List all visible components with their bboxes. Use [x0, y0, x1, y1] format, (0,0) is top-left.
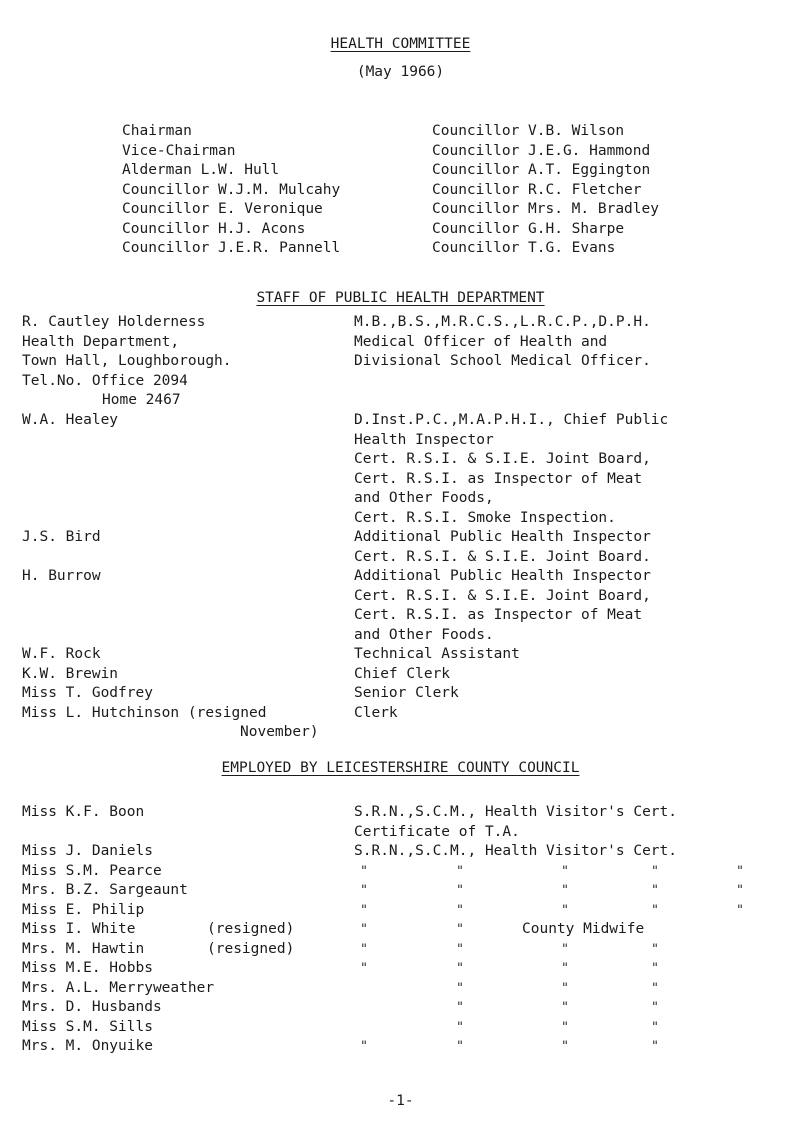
committee-member: Councillor G.H. Sharpe: [432, 220, 625, 237]
staff-address: Town Hall, Loughborough.: [22, 353, 232, 369]
county-name: Miss J. Daniels: [22, 843, 153, 859]
committee-member: Councillor T.G. Evans: [432, 240, 616, 256]
staff-detail: Cert. R.S.I. as Inspector of Meat: [354, 470, 643, 487]
page-number: -1-: [387, 1093, 414, 1109]
staff-detail: Technical Assistant: [354, 646, 520, 662]
county-name: Mrs. A.L. Merryweather: [22, 979, 215, 996]
committee-member: Chairman: [122, 123, 192, 139]
ditto-mark: ": [457, 980, 463, 996]
ditto-mark: ": [562, 1000, 568, 1015]
staff-detail: Chief Clerk: [354, 665, 451, 682]
staff-address: Health Department,: [22, 333, 180, 350]
staff-detail: Medical Officer of Health and: [354, 333, 608, 350]
county-qualification: S.R.N.,S.C.M., Health Visitor's Cert.: [354, 843, 678, 859]
staff-detail: and Other Foods.: [354, 626, 494, 643]
staff-detail: D.Inst.P.C.,M.A.P.H.I., Chief Public: [354, 412, 669, 428]
page-title: HEALTH COMMITTEE: [330, 36, 471, 52]
staff-detail: and Other Foods,: [354, 490, 494, 506]
ditto-mark: ": [457, 1039, 463, 1054]
ditto-mark: ": [652, 1039, 658, 1054]
staff-phone: Home 2467: [102, 392, 181, 408]
staff-detail: Cert. R.S.I. & S.I.E. Joint Board,: [354, 451, 651, 467]
ditto-mark: ": [737, 883, 743, 898]
county-name: Miss M.E. Hobbs: [22, 960, 153, 976]
ditto-mark: ": [562, 961, 568, 976]
committee-member: Councillor E. Veronique: [122, 201, 323, 217]
ditto-mark: ": [562, 1039, 568, 1054]
staff-detail: Divisional School Medical Officer.: [354, 353, 651, 369]
staff-detail: Cert. R.S.I. & S.I.E. Joint Board,: [354, 587, 651, 604]
staff-name: R. Cautley Holderness: [22, 314, 206, 330]
county-name: Mrs. M. Onyuike: [22, 1038, 153, 1054]
staff-detail: Cert. R.S.I. Smoke Inspection.: [354, 509, 616, 526]
committee-member: Councillor H.J. Acons: [122, 220, 306, 237]
staff-detail: Clerk: [354, 704, 398, 721]
staff-detail: Cert. R.S.I. as Inspector of Meat: [354, 607, 643, 623]
ditto-mark: ": [652, 961, 658, 976]
county-name: Mrs. D. Husbands: [22, 999, 162, 1015]
staff-name: Miss L. Hutchinson (resigned: [22, 704, 267, 721]
staff-name: November): [240, 724, 319, 740]
county-name: Mrs. B.Z. Sargeaunt: [22, 882, 188, 898]
staff-detail: M.B.,B.S.,M.R.C.S.,L.R.C.P.,D.P.H.: [354, 314, 651, 330]
ditto-mark: ": [361, 941, 367, 957]
ditto-mark: ": [562, 902, 568, 918]
ditto-mark: ": [737, 902, 743, 918]
county-name: Miss I. White: [22, 921, 136, 937]
staff-detail: Additional Public Health Inspector: [354, 529, 651, 545]
ditto-mark: ": [457, 863, 463, 879]
committee-member: Councillor W.J.M. Mulcahy: [122, 181, 341, 198]
county-qualification: Certificate of T.A.: [354, 823, 520, 840]
ditto-mark: ": [652, 941, 658, 957]
ditto-mark: ": [361, 902, 367, 918]
ditto-mark: ": [737, 863, 743, 879]
ditto-mark: ": [652, 902, 658, 918]
county-heading: EMPLOYED BY LEICESTERSHIRE COUNTY COUNCIL: [221, 760, 580, 776]
ditto-mark: ": [457, 922, 463, 937]
county-qualification: S.R.N.,S.C.M., Health Visitor's Cert.: [354, 804, 678, 820]
committee-member: Councillor J.E.R. Pannell: [122, 240, 341, 256]
staff-detail: Cert. R.S.I. & S.I.E. Joint Board.: [354, 548, 651, 565]
ditto-mark: ": [361, 883, 367, 898]
committee-member: Councillor Mrs. M. Bradley: [432, 201, 659, 217]
ditto-mark: ": [361, 922, 367, 937]
staff-detail: Health Inspector: [354, 431, 494, 448]
county-name: Mrs. M. Hawtin: [22, 940, 145, 957]
county-status: (resigned): [207, 921, 295, 937]
county-name: Miss E. Philip: [22, 901, 145, 918]
ditto-mark: ": [562, 980, 568, 996]
county-name: Miss S.M. Pearce: [22, 862, 162, 879]
ditto-mark: ": [652, 980, 658, 996]
ditto-mark: ": [652, 1000, 658, 1015]
staff-phone: Tel.No. Office 2094: [22, 372, 188, 389]
county-midwife-label: County Midwife: [522, 921, 645, 937]
committee-member: Councillor J.E.G. Hammond: [432, 142, 651, 159]
staff-name: W.F. Rock: [22, 646, 101, 662]
county-status: (resigned): [207, 940, 295, 957]
ditto-mark: ": [652, 863, 658, 879]
county-name: Miss S.M. Sills: [22, 1018, 153, 1035]
ditto-mark: ": [457, 883, 463, 898]
staff-name: H. Burrow: [22, 568, 101, 584]
ditto-mark: ": [562, 941, 568, 957]
ditto-mark: ": [361, 863, 367, 879]
ditto-mark: ": [457, 961, 463, 976]
staff-name: K.W. Brewin: [22, 665, 119, 682]
staff-detail: Senior Clerk: [354, 685, 459, 701]
staff-name: J.S. Bird: [22, 529, 101, 545]
staff-name: Miss T. Godfrey: [22, 685, 153, 701]
county-name: Miss K.F. Boon: [22, 804, 145, 820]
committee-member: Councillor A.T. Eggington: [432, 162, 651, 178]
ditto-mark: ": [457, 941, 463, 957]
committee-member: Alderman L.W. Hull: [122, 162, 280, 178]
ditto-mark: ": [652, 883, 658, 898]
ditto-mark: ": [562, 863, 568, 879]
ditto-mark: ": [361, 1039, 367, 1054]
ditto-mark: ": [361, 961, 367, 976]
page-date: (May 1966): [356, 64, 445, 80]
staff-name: W.A. Healey: [22, 412, 119, 428]
ditto-mark: ": [457, 1000, 463, 1015]
ditto-mark: ": [562, 883, 568, 898]
ditto-mark: ": [562, 1019, 568, 1035]
ditto-mark: ": [457, 902, 463, 918]
ditto-mark: ": [457, 1019, 463, 1035]
staff-detail: Additional Public Health Inspector: [354, 568, 651, 584]
ditto-mark: ": [652, 1019, 658, 1035]
committee-member: Councillor V.B. Wilson: [432, 123, 625, 139]
committee-member: Vice-Chairman: [122, 142, 236, 159]
staff-heading: STAFF OF PUBLIC HEALTH DEPARTMENT: [256, 290, 545, 306]
committee-member: Councillor R.C. Fletcher: [432, 181, 642, 198]
